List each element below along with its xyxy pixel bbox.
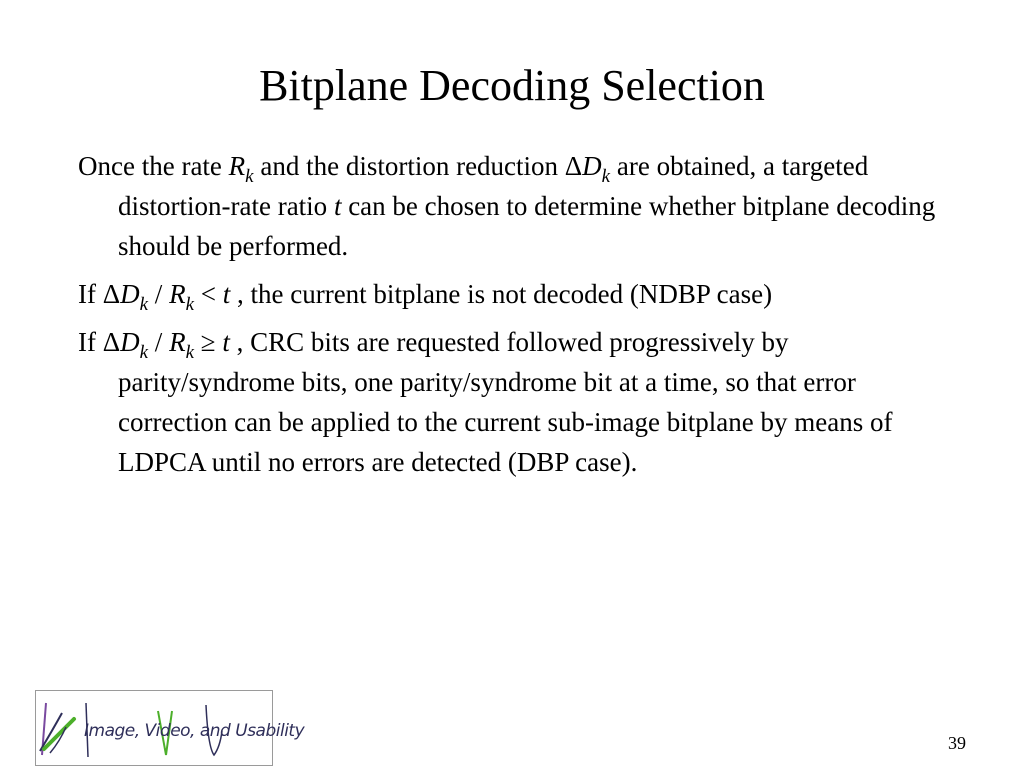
p2-if: If bbox=[78, 279, 103, 309]
slide-body bbox=[78, 146, 958, 490]
page-number: 39 bbox=[948, 733, 966, 753]
paragraph-ndbp-case bbox=[78, 274, 958, 314]
distortion-reduction-symbol: $\Delta D_k$ bbox=[564, 151, 611, 187]
rate-symbol: $R_k$ bbox=[228, 151, 254, 187]
p3-if: If bbox=[78, 327, 103, 357]
p1-text-3: are obtained, a targeted distortion-rate ratio bbox=[118, 151, 869, 221]
p1-text-2: and the distortion reduction bbox=[253, 151, 565, 181]
paragraph-dbp-case bbox=[78, 322, 958, 482]
p1-text-4: can be chosen to determine whether bitplane decoding should be performed. bbox=[118, 191, 936, 261]
p2-rest: , the current bitplane is not decoded (NDBP case) bbox=[230, 279, 773, 309]
p1-text-1: Once the rate bbox=[78, 151, 229, 181]
ratio-symbol: t bbox=[333, 191, 342, 221]
lab-logo bbox=[35, 690, 305, 766]
logo-text: Image, Video, and Usability bbox=[84, 721, 305, 741]
paragraph-rate-distortion bbox=[78, 146, 958, 266]
dbp-condition: $\Delta D_k / R_k \ge t$ bbox=[102, 327, 230, 363]
slide-title: Bitplane Decoding Selection bbox=[259, 61, 765, 110]
ndbp-condition: $\Delta D_k / R_k < t$ bbox=[102, 279, 231, 315]
p3-rest: , CRC bits are requested followed progressively by parity/syndrome bits, one parity/syndrome bit at a time, so that error correction can be applied to the current sub-image bitplane by means of LDPCA until no errors are detected (DBP case). bbox=[118, 327, 893, 477]
